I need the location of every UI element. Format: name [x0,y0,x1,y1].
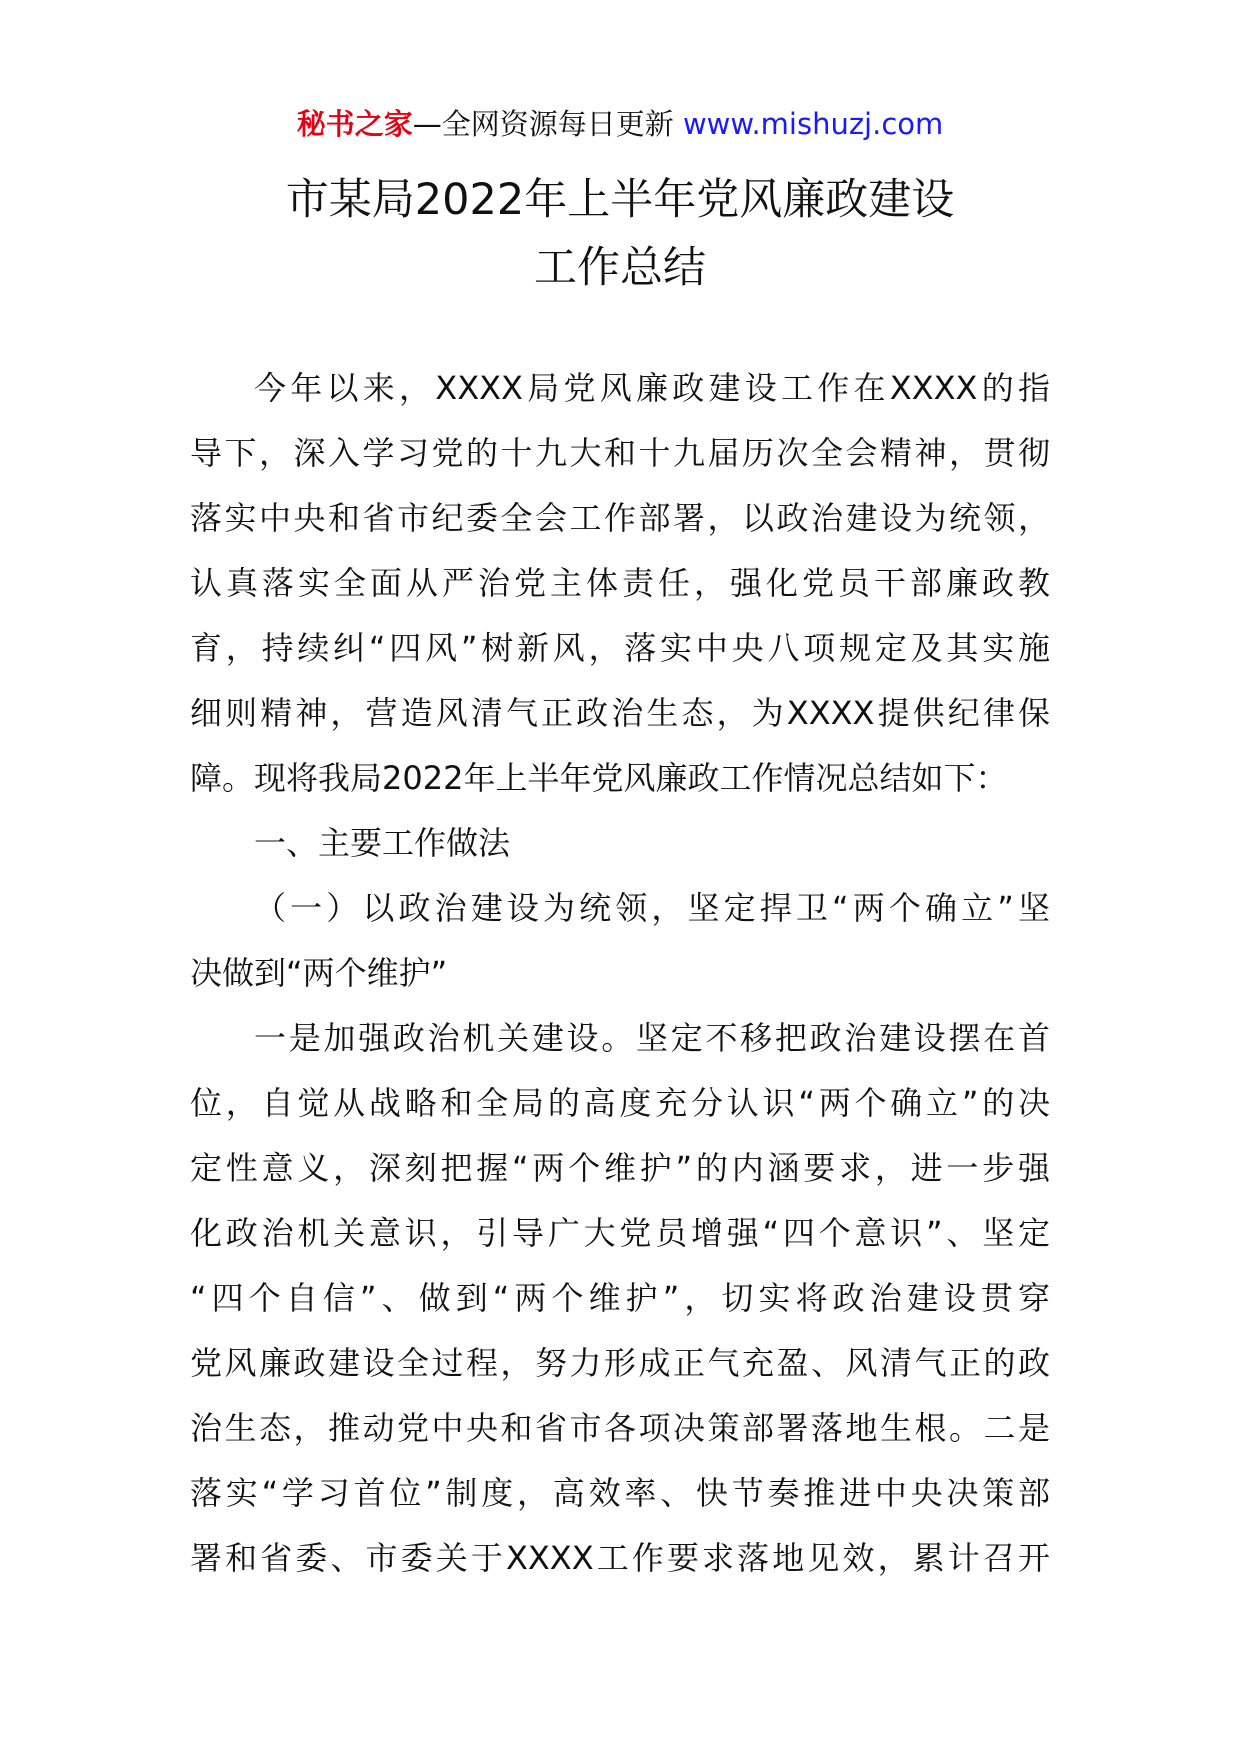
header-slogan: —全网资源每日更新 [412,107,683,141]
brand-name: 秘书之家 [296,107,413,141]
paragraph-line: 署和省委、市委关于XXXX工作要求落地见效，累计召开 [190,1539,1050,1577]
paragraph-line: 落实“学习首位”制度，高效率、快节奏推进中央决策部 [190,1474,1050,1512]
title-line-1: 市某局2022年上半年党风廉政建设 [285,175,955,225]
paragraph-line: 一是加强政治机关建设。坚定不移把政治建设摆在首 [254,1019,1050,1057]
paragraph-line: 党风廉政建设全过程，努力形成正气充盈、风清气正的政 [190,1344,1050,1382]
paragraph-line: 障。现将我局2022年上半年党风廉政工作情况总结如下： [190,759,1008,797]
section-heading: 一、主要工作做法 [254,824,511,862]
paragraph-line: 治生态，推动党中央和省市各项决策部署落地生根。二是 [190,1409,1050,1447]
subsection-heading-line: 决做到“两个维护” [190,954,448,992]
site-header [0,104,1240,144]
paragraph-line: 定性意义，深刻把握“两个维护”的内涵要求，进一步强 [190,1149,1050,1187]
document-body [190,356,1050,1591]
document-title [0,166,1240,302]
site-url-link[interactable]: www.mishuzj.com [682,107,944,141]
title-line-2: 工作总结 [534,243,706,293]
paragraph-line: 导下，深入学习党的十九大和十九届历次全会精神，贯彻 [190,434,1050,472]
paragraph-line: 细则精神，营造风清气正政治生态，为XXXX提供纪律保 [190,694,1050,732]
paragraph-line: “四个自信”、做到“两个维护”，切实将政治建设贯穿 [190,1279,1050,1317]
paragraph-line: 认真落实全面从严治党主体责任，强化党员干部廉政教 [190,564,1050,602]
paragraph-line: 育，持续纠“四风”树新风，落实中央八项规定及其实施 [190,629,1050,667]
paragraph-line: 位，自觉从战略和全局的高度充分认识“两个确立”的决 [190,1084,1050,1122]
paragraph-line: 化政治机关意识，引导广大党员增强“四个意识”、坚定 [190,1214,1050,1252]
paragraph-line: 今年以来，XXXX局党风廉政建设工作在XXXX的指 [254,369,1050,407]
subsection-heading-line: （一）以政治建设为统领，坚定捍卫“两个确立”坚 [254,889,1050,927]
paragraph-line: 落实中央和省市纪委全会工作部署，以政治建设为统领， [190,499,1050,537]
